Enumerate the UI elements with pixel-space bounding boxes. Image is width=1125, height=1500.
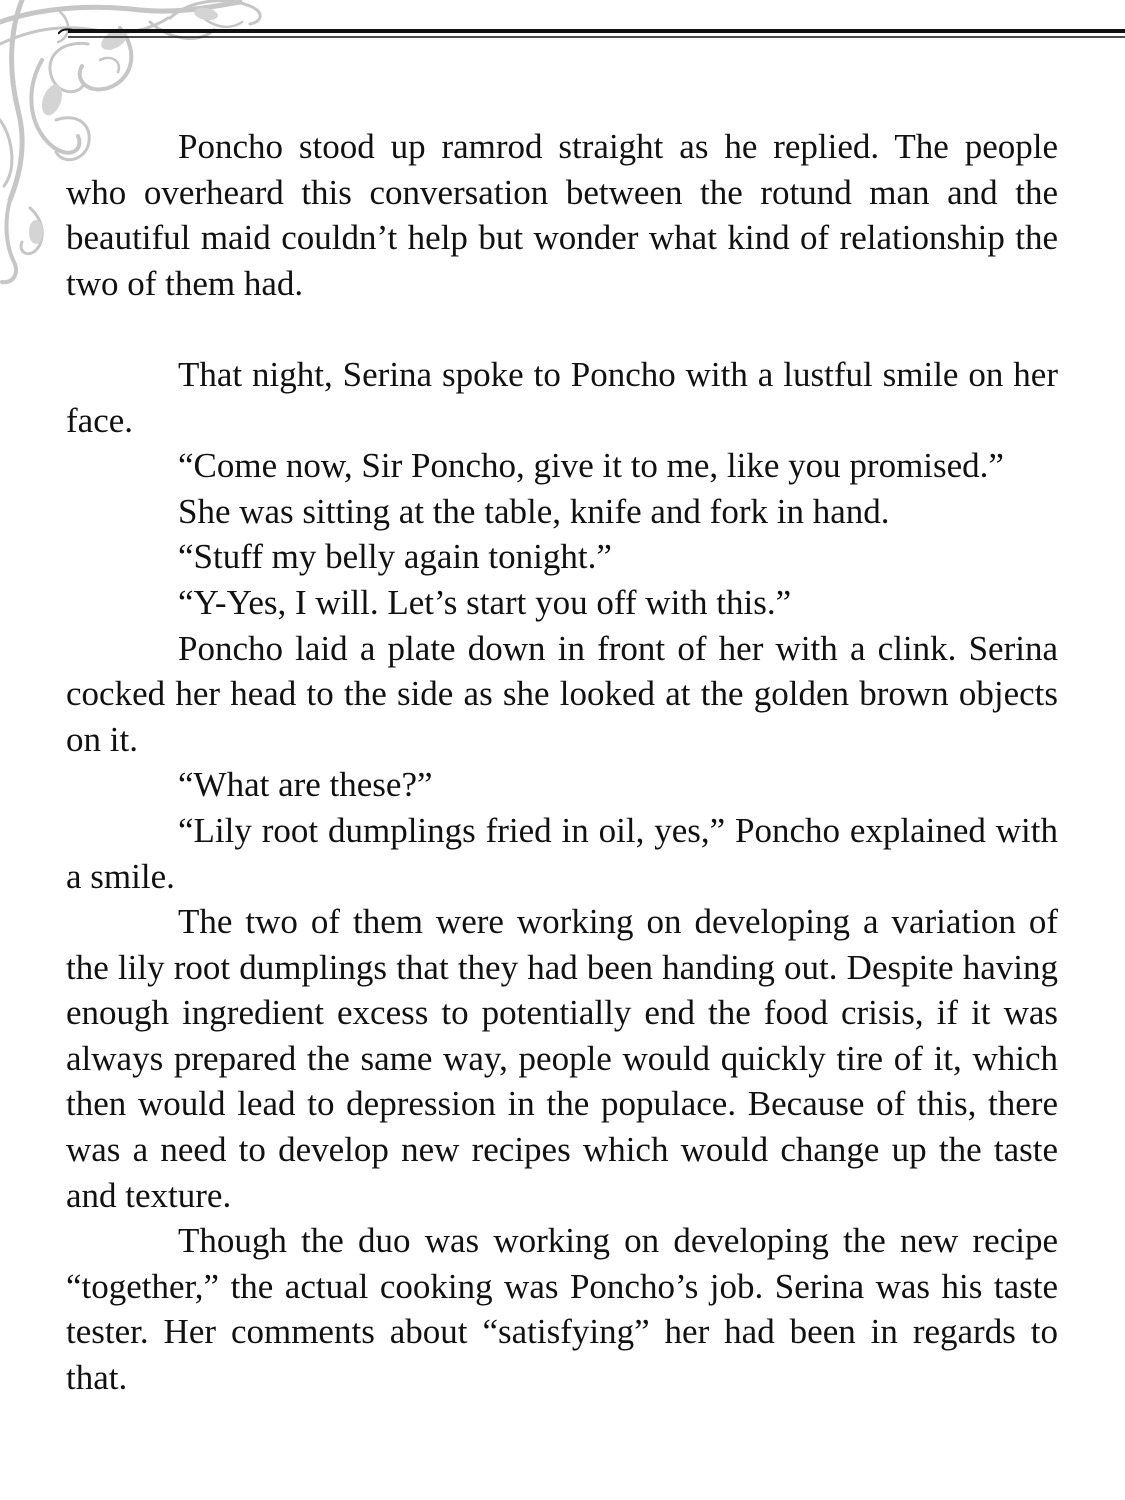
paragraph: Poncho stood up ramrod straight as he replied. The people who overheard this conversation between the rotund man and the beautiful maid couldn’t help but wonder what kind of relationship the two of them had. bbox=[66, 127, 1058, 303]
paragraph: That night, Serina spoke to Poncho with a lustful smile on her face. bbox=[66, 354, 1058, 440]
page-text bbox=[66, 124, 1058, 1401]
dialogue-line: “What are these?” bbox=[178, 765, 433, 805]
dialogue-line: “Y-Yes, I will. Let’s start you off with this.” bbox=[178, 582, 792, 622]
scene-break bbox=[66, 306, 1058, 352]
dialogue-line: “Lily root dumplings fried in oil, yes,” Poncho explained with a smile. bbox=[66, 810, 1058, 896]
header-rule-icon bbox=[58, 28, 1125, 40]
paragraph: The two of them were working on developing a variation of the lily root dumplings that they had been handing out. Despite having enough ingredient excess to potentially end the food crisis, if it was always prepared the same way, people would quickly tire of it, which then would lead to depression in the populace. Because of this, there was a need to develop new recipes which would change up the taste and texture. bbox=[66, 902, 1058, 1215]
paragraph: She was sitting at the table, knife and fork in hand. bbox=[178, 491, 890, 531]
dialogue-line: “Stuff my belly again tonight.” bbox=[178, 537, 612, 577]
paragraph: Poncho laid a plate down in front of her with a clink. Serina cocked her head to the side as she looked at the golden brown objects on it. bbox=[66, 628, 1058, 759]
dialogue-line: “Come now, Sir Poncho, give it to me, like you promised.” bbox=[178, 446, 1004, 486]
paragraph: Though the duo was working on developing the new recipe “together,” the actual cooking was Poncho’s job. Serina was his taste tester. Her comments about “satisfying” her had been in regards to that. bbox=[66, 1221, 1058, 1398]
